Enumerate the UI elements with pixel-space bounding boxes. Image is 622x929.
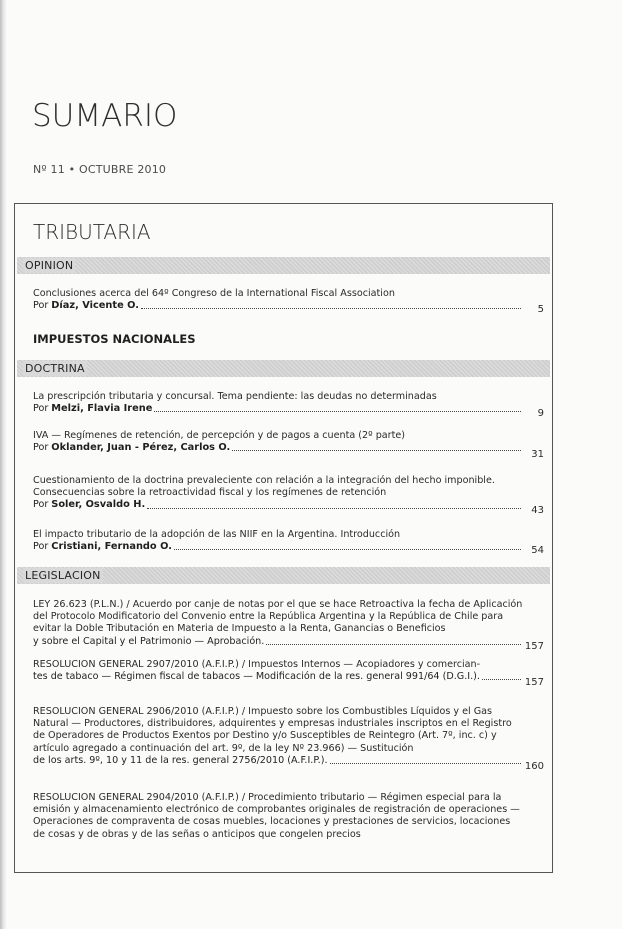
opinion-label: OPINION (25, 259, 74, 272)
dot-leader (232, 450, 521, 451)
dot-leader (147, 508, 521, 509)
entry-page-number: 9 (537, 408, 544, 419)
entry-page-number: 157 (524, 641, 544, 652)
by-label: Por (33, 442, 49, 454)
entry-author: Cristiani, Fernando O. (51, 541, 172, 553)
doctrina-entry-3[interactable] (33, 475, 544, 516)
entry-author-line (33, 403, 523, 415)
entry-title-end: de los arts. 9º, 10 y 11 de la res. general 2756/2010 (A.F.I.P.). (33, 754, 328, 766)
summary-box (14, 203, 553, 873)
entry-author: Díaz, Vicente O. (51, 300, 139, 312)
opinion-band (17, 257, 550, 274)
entry-author-line (33, 442, 523, 454)
dot-leader (141, 308, 521, 309)
impuestos-nacionales-heading: IMPUESTOS NACIONALES (33, 332, 196, 346)
entry-title: RESOLUCION GENERAL 2907/2010 (A.F.I.P.) / Impuestos Internos — Acopiadores y comercian- (33, 659, 481, 670)
legislacion-entry-4[interactable] (33, 792, 544, 841)
dot-leader (330, 763, 522, 764)
dot-leader (154, 411, 521, 412)
page-gutter-shadow (0, 0, 7, 929)
legislacion-entry-1[interactable] (33, 599, 544, 652)
legislacion-entry-3[interactable] (33, 706, 544, 772)
entry-author: Melzi, Flavia Irene (51, 403, 153, 415)
doctrina-entry-4[interactable] (33, 529, 544, 556)
entry-title: RESOLUCION GENERAL 2906/2010 (A.F.I.P.) / Impuesto sobre los Combustibles Líquidos y el Gas Natural — Productores, distribuidores, adquirentes y empresas industriales inscriptos en el Registro de Operadores de Productos Exentos por Destino y/o Susceptibles de Reintegro (Art. 7º, inc. c) y artículo agregado a continuación del art. 9º, de la ley Nº 23.966) — Sustitución (33, 706, 512, 754)
entry-author-line (33, 499, 523, 511)
issue-line: Nº 11 • OCTUBRE 2010 (33, 163, 167, 176)
doctrina-entry-1[interactable] (33, 391, 544, 419)
dot-leader (174, 549, 521, 550)
entry-title-end: tes de tabaco — Régimen fiscal de tabacos — Modificación de la res. general 991/64 (D.G.I.). (33, 671, 480, 683)
entry-last-line (33, 671, 523, 683)
legislacion-label: LEGISLACION (25, 569, 101, 582)
doctrina-label: DOCTRINA (25, 362, 85, 375)
legislacion-band (17, 567, 550, 584)
entry-title: El impacto tributario de la adopción de las NIIF en la Argentina. Introducción (33, 529, 401, 540)
entry-author-line (33, 300, 523, 312)
doctrina-band (17, 360, 550, 377)
entry-author-line (33, 541, 523, 553)
entry-page-number: 160 (524, 761, 544, 772)
legislacion-entry-2[interactable] (33, 659, 544, 688)
by-label: Por (33, 499, 49, 511)
by-label: Por (33, 300, 49, 312)
doctrina-entry-2[interactable] (33, 430, 544, 460)
entry-last-line (33, 755, 523, 767)
entry-page-number: 43 (531, 505, 544, 516)
entry-title-end: y sobre el Capital y el Patrimonio — Aprobación. (33, 635, 265, 647)
entry-page-number: 54 (531, 545, 544, 556)
by-label: Por (33, 403, 49, 415)
entry-author: Soler, Osvaldo H. (51, 499, 146, 511)
entry-author: Oklander, Juan - Pérez, Carlos O. (51, 442, 231, 454)
entry-page-number: 31 (531, 449, 544, 460)
section-title: TRIBUTARIA (33, 220, 151, 244)
entry-title: Conclusiones acerca del 64º Congreso de la International Fiscal Association (33, 288, 395, 299)
entry-title: IVA — Regímenes de retención, de percepción y de pagos a cuenta (2º parte) (33, 430, 406, 441)
entry-last-line (33, 636, 523, 648)
entry-page-number: 5 (537, 304, 544, 315)
opinion-entry-1[interactable] (33, 288, 544, 315)
page-title: SUMARIO (32, 98, 178, 134)
by-label: Por (33, 541, 49, 553)
dot-leader (266, 644, 521, 645)
entry-title: LEY 26.623 (P.L.N.) / Acuerdo por canje de notas por el que se hace Retroactiva la fecha de Aplicación del Protocolo Modificatorio del Convenio entre la República Argentina y la República de Chile para evitar la Doble Tributación en Materia de Impuesto a la Renta, Ganancias o Beneficios (33, 599, 523, 635)
entry-title: La prescripción tributaria y concursal. Tema pendiente: las deudas no determinadas (33, 391, 437, 402)
entry-page-number: 157 (524, 677, 544, 688)
entry-title: Cuestionamiento de la doctrina prevaleciente con relación a la integración del hecho imponible. Consecuencias sobre la retroactividad fiscal y los regímenes de retención (33, 475, 495, 499)
entry-title: RESOLUCION GENERAL 2904/2010 (A.F.I.P.) / Procedimiento tributario — Régimen especial para la emisión y almacenamiento electrónico de comprobantes originales de registración de operaciones — Operaciones de compraventa de cosas muebles, locaciones y prestaciones de servicios, locaciones de cosas y de obras y de las señas o anticipos que congelen precios (33, 792, 520, 840)
